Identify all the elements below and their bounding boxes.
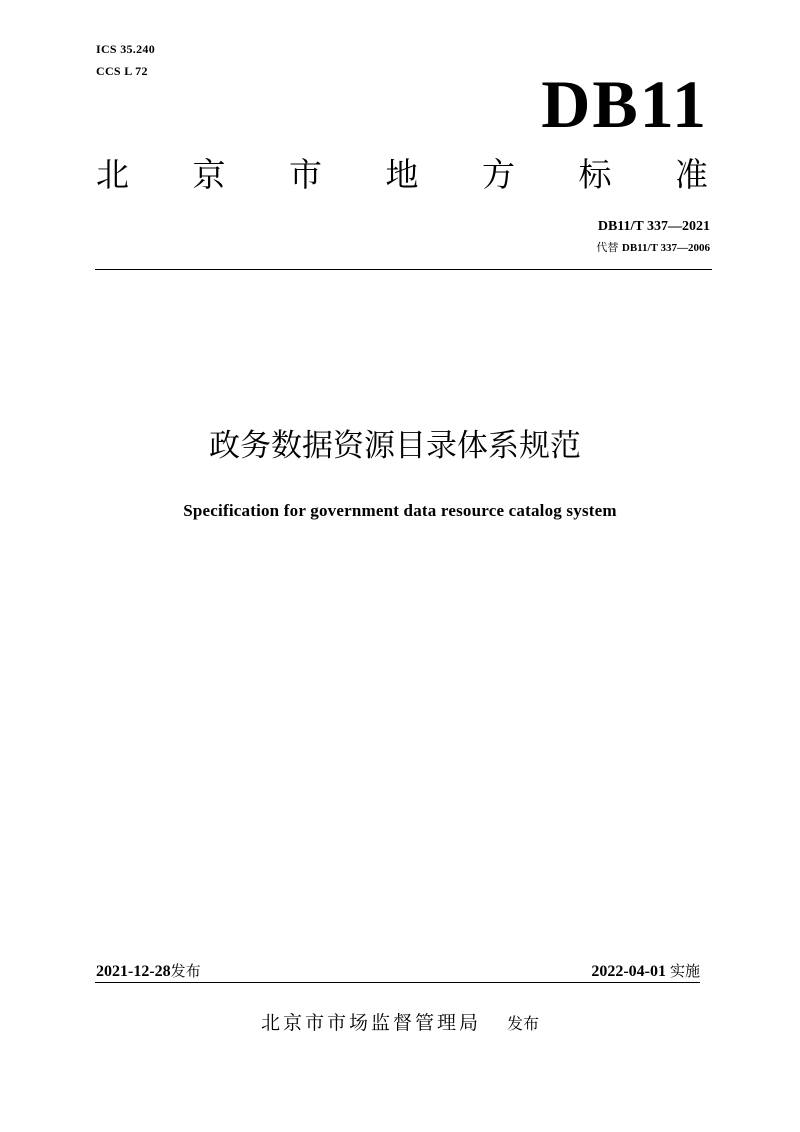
document-title-chinese: 政务数据资源目录体系规范	[209, 428, 581, 464]
issue-date: 2021-12-28	[96, 963, 171, 980]
issue-date-line	[96, 960, 201, 983]
replaces-number: DB11/T 337—2006	[621, 242, 710, 254]
header-divider	[95, 269, 712, 270]
standard-type-char: 方	[482, 155, 515, 194]
footer-divider	[95, 982, 700, 983]
document-title-english: Specification for government data resource catalog system	[183, 501, 617, 520]
implement-label: 实施	[669, 962, 700, 980]
implement-date-line	[591, 960, 700, 983]
ics-code: ICS 35.240	[96, 42, 156, 56]
standard-number: DB11/T 337—2021	[597, 219, 710, 234]
standard-type-char: 标	[578, 155, 612, 194]
publisher-name: 北京市市场监督管理局	[260, 1012, 481, 1034]
standard-type-char: 地	[385, 155, 419, 194]
standard-type-char: 北	[96, 155, 129, 194]
standard-type-char: 市	[289, 155, 322, 194]
issue-label: 发布	[170, 962, 201, 980]
replaces-label: 代替	[596, 241, 619, 254]
publisher-line	[0, 1010, 800, 1037]
standard-type-char: 京	[192, 155, 226, 194]
ccs-code: CCS L 72	[96, 64, 148, 78]
publisher-action: 发布	[507, 1014, 540, 1033]
implement-date: 2022-04-01	[591, 963, 666, 980]
replaces-line	[596, 240, 710, 256]
standard-type-heading	[96, 152, 708, 198]
standard-type-char: 准	[675, 155, 708, 194]
db11-logo: DB11	[541, 66, 708, 142]
